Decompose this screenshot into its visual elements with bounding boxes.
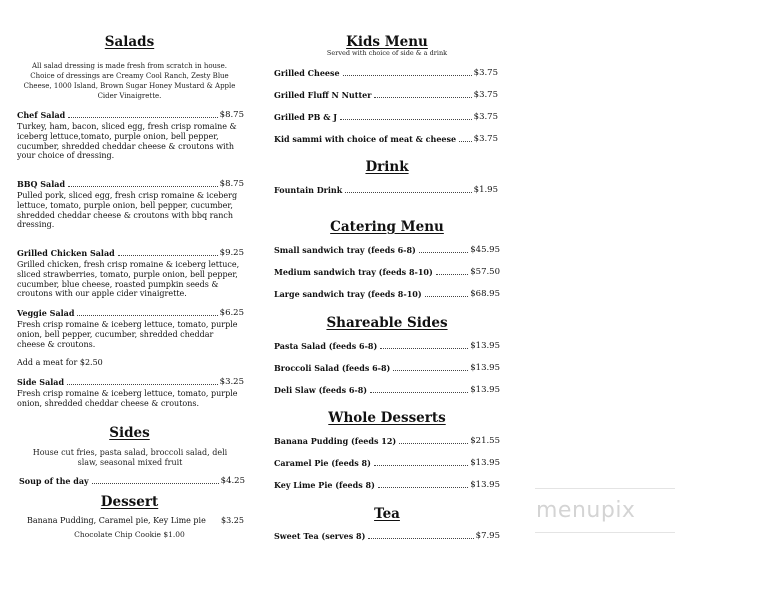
dotted-leader (374, 465, 468, 466)
menu-item-bbq-salad (17, 179, 244, 189)
salads-dressing-note: All salad dressing is made fresh from scratch in house. Choice of dressings are Creamy Cool Ranch, Zesty Blue Cheese, 1000 Island, Brown Sugar Honey Mustard & Apple Cider Vinaigrette. (23, 62, 236, 100)
menu-item-banana-pudding (274, 436, 500, 446)
menu-item-small-sandwich-tray (274, 245, 500, 255)
item-description: Pulled pork, sliced egg, fresh crisp romaine & iceberg lettuce, tomato, purple onion, bell pepper, cucumber, shredded cheddar cheese & croutons with bbq ranch dressing. (17, 191, 238, 230)
item-name: Grilled Cheese (274, 68, 340, 78)
menu-item-broccoli-salad-tray (274, 363, 500, 373)
menu-item-grilled-cheese (274, 68, 498, 78)
dessert-price: $3.25 (221, 516, 244, 525)
dotted-leader (378, 487, 468, 488)
item-price: $4.25 (220, 476, 245, 486)
item-name: BBQ Salad (17, 179, 66, 189)
menu-item-side-salad (17, 377, 244, 387)
menu-item-pasta-salad-tray (274, 341, 500, 351)
menu-item-fountain-drink (274, 185, 498, 195)
sides-heading: Sides (109, 425, 150, 441)
dotted-leader (436, 274, 468, 275)
whole-desserts-heading: Whole Desserts (328, 410, 446, 426)
item-name: Grilled PB & J (274, 112, 337, 122)
item-name: Caramel Pie (feeds 8) (274, 458, 371, 468)
menu-item-kid-sammi (274, 134, 498, 144)
dotted-leader (393, 370, 468, 371)
item-price: $13.95 (470, 458, 500, 468)
item-name: Sweet Tea (serves 8) (274, 531, 366, 541)
watermark-rule-top (535, 488, 675, 489)
item-name: Side Salad (17, 377, 65, 387)
item-name: Chef Salad (17, 110, 66, 120)
item-name: Medium sandwich tray (feeds 8-10) (274, 267, 433, 277)
item-name: Fountain Drink (274, 185, 343, 195)
item-price: $9.25 (219, 248, 244, 258)
item-name: Veggie Salad (17, 308, 75, 318)
sides-description: House cut fries, pasta salad, broccoli salad, deli slaw, seasonal mixed fruit (32, 448, 228, 467)
dotted-leader (68, 186, 218, 187)
dotted-leader (399, 443, 468, 444)
item-price: $21.55 (470, 436, 500, 446)
item-price: $1.95 (473, 185, 498, 195)
item-price: $13.95 (470, 385, 500, 395)
item-price: $7.95 (475, 531, 500, 541)
salads-heading: Salads (104, 34, 155, 50)
dessert-list: Banana Pudding, Caramel pie, Key Lime pie (27, 516, 206, 525)
item-name: Banana Pudding (feeds 12) (274, 436, 397, 446)
dotted-leader (77, 315, 217, 316)
menu-item-key-lime-pie (274, 480, 500, 490)
menupix-watermark: menupix (536, 498, 636, 523)
dotted-leader (374, 97, 471, 98)
item-price: $3.75 (473, 68, 498, 78)
dotted-leader (340, 119, 472, 120)
menu-item-large-sandwich-tray (274, 289, 500, 299)
menu-item-veggie-salad (17, 308, 244, 318)
dotted-leader (345, 192, 471, 193)
menu-item-grilled-fluff-n-nutter (274, 90, 498, 100)
dotted-leader (92, 483, 219, 484)
item-name: Key Lime Pie (feeds 8) (274, 480, 375, 490)
item-price: $13.95 (470, 341, 500, 351)
dotted-leader (380, 348, 468, 349)
add-meat-note: Add a meat for $2.50 (17, 358, 103, 367)
cookie-note: Chocolate Chip Cookie $1.00 (74, 530, 185, 539)
item-price: $68.95 (470, 289, 500, 299)
menu-item-soup-of-the-day (19, 476, 245, 486)
dotted-leader (67, 384, 218, 385)
item-description: Fresh crisp romaine & iceberg lettuce, tomato, purple onion, shredded cheddar cheese & croutons. (17, 389, 238, 408)
item-price: $13.95 (470, 480, 500, 490)
dotted-leader (343, 75, 472, 76)
menu-item-grilled-chicken-salad (17, 248, 244, 258)
drink-heading: Drink (365, 159, 409, 175)
item-name: Small sandwich tray (feeds 6-8) (274, 245, 416, 255)
item-name: Large sandwich tray (feeds 8-10) (274, 289, 422, 299)
watermark-rule-bottom (535, 532, 675, 533)
menu-item-medium-sandwich-tray (274, 267, 500, 277)
item-name: Kid sammi with choice of meat & cheese (274, 134, 457, 144)
item-price: $3.25 (219, 377, 244, 387)
item-description: Grilled chicken, fresh crisp romaine & iceberg lettuce, sliced strawberries, tomato, purple onion, bell pepper, cucumber, blue cheese, roasted pumpkin seeds & croutons with our apple cider vinaigrette. (17, 260, 240, 299)
kids-menu-heading: Kids Menu (346, 34, 428, 50)
menu-item-chef-salad (17, 110, 244, 120)
tea-heading: Tea (374, 506, 400, 522)
dotted-leader (425, 296, 469, 297)
item-name: Grilled Fluff N Nutter (274, 90, 372, 100)
menu-item-caramel-pie (274, 458, 500, 468)
dotted-leader (68, 117, 217, 118)
item-price: $57.50 (470, 267, 500, 277)
item-price: $8.75 (219, 110, 244, 120)
item-price: $3.75 (473, 90, 498, 100)
dotted-leader (118, 255, 218, 256)
item-name: Soup of the day (19, 476, 89, 486)
item-name: Deli Slaw (feeds 6-8) (274, 385, 368, 395)
kids-menu-note: Served with choice of side & a drink (326, 49, 448, 57)
menu-item-grilled-pb-j (274, 112, 498, 122)
item-name: Broccoli Salad (feeds 6-8) (274, 363, 391, 373)
item-price: $8.75 (219, 179, 244, 189)
item-price: $3.75 (473, 134, 498, 144)
shareable-sides-heading: Shareable Sides (326, 315, 448, 331)
item-description: Turkey, ham, bacon, sliced egg, fresh crisp romaine & iceberg lettuce,tomato, purple onion, bell pepper, cucumber, shredded cheddar cheese & croutons with your choice of dressing. (17, 122, 237, 161)
item-name: Pasta Salad (feeds 6-8) (274, 341, 378, 351)
dessert-heading: Dessert (100, 494, 159, 510)
item-price: $13.95 (470, 363, 500, 373)
dotted-leader (419, 252, 468, 253)
item-name: Grilled Chicken Salad (17, 248, 115, 258)
item-price: $3.75 (473, 112, 498, 122)
catering-heading: Catering Menu (330, 219, 444, 235)
item-price: $6.25 (219, 308, 244, 318)
dotted-leader (368, 538, 473, 539)
dotted-leader (459, 141, 472, 142)
menu-item-deli-slaw-tray (274, 385, 500, 395)
menu-item-sweet-tea (274, 531, 500, 541)
dotted-leader (370, 392, 468, 393)
item-price: $45.95 (470, 245, 500, 255)
item-description: Fresh crisp romaine & iceberg lettuce, tomato, purple onion, bell pepper, cucumber, shredded cheddar cheese & croutons. (17, 320, 238, 349)
